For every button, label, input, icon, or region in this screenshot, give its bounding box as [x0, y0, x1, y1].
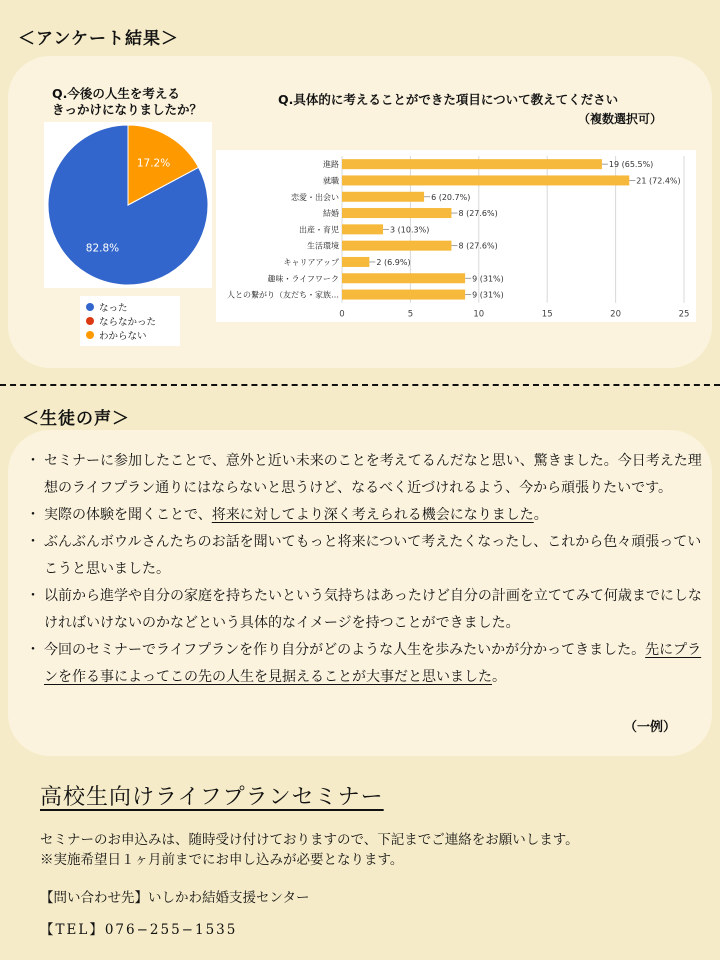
x-tick-label: 5 — [407, 309, 414, 320]
survey-heading: ＜アンケート結果＞ — [18, 29, 179, 49]
pie-question-line2: きっかけになりましたか？ — [52, 102, 203, 117]
bar-data-label: 6 (20.7%) — [431, 192, 471, 202]
legend-dot-orange — [86, 331, 94, 339]
bar — [342, 290, 465, 300]
bar-chart — [216, 150, 696, 322]
section-divider — [0, 384, 720, 386]
voice-item — [28, 529, 708, 583]
voice-text: 実際の体験を聞くことで、 — [44, 507, 212, 523]
bar-data-label: 3 (10.3%) — [390, 225, 430, 235]
legend-item-natta — [86, 300, 128, 314]
bar — [342, 257, 369, 267]
student-voices-list — [28, 448, 708, 691]
voice-text: 今回のセミナーでライフプランを作り自分がどのような人生を歩みたいかが分かってきました。 — [44, 642, 646, 658]
bar-chart-svg — [216, 150, 696, 322]
bar-data-label: 2 (6.9%) — [376, 257, 411, 267]
bar — [342, 224, 383, 234]
voice-text: セミナーに参加したことで、意外と近い未来のことを考えてるんだなと思い、驚きました。今日考えた理想のライフプラン通りにはならないと思うけど、なるべく近づけれるよう、今から頑張りたいです。 — [44, 453, 702, 496]
example-note: （一例） — [624, 720, 677, 735]
bar — [342, 159, 602, 169]
category-label: 進路 — [323, 160, 339, 170]
category-label: 人との繋がり（友だち・家族… — [227, 290, 339, 300]
bar-data-label: 9 (31%) — [472, 290, 504, 300]
voice-underlined-text: 先にプランを作る事によってこの先の人生を見据えることが大事だと思いました — [44, 642, 702, 685]
legend-label: なった — [99, 303, 128, 314]
pie-chart-svg — [44, 122, 212, 288]
pie-question-line1: Q.今後の人生を考える — [52, 86, 180, 101]
category-label: 生活環境 — [307, 241, 339, 251]
category-label: 出産・育児 — [299, 225, 339, 235]
bar-data-label: 21 (72.4%) — [636, 176, 681, 186]
voice-text: 。 — [492, 669, 506, 685]
x-tick-label: 20 — [610, 309, 622, 320]
bar-data-label: 9 (31%) — [472, 274, 504, 284]
contact-info: 【問い合わせ先】いしかわ結婚支援センター — [40, 890, 310, 906]
bar — [342, 208, 451, 218]
x-tick-label: 10 — [473, 309, 485, 320]
legend-label: わからない — [99, 331, 147, 342]
bar — [342, 192, 424, 202]
legend-label: ならなかった — [99, 317, 157, 328]
voice-item — [28, 502, 708, 529]
bar-data-label: 8 (27.6%) — [458, 241, 498, 251]
x-tick-label: 15 — [541, 309, 553, 320]
voice-item — [28, 448, 708, 502]
bar-question: Q.具体的に考えることができた項目について教えてください — [278, 92, 619, 107]
bar — [342, 241, 451, 251]
bar — [342, 273, 465, 283]
voice-text: 以前から進学や自分の家庭を持ちたいという気持ちはあったけど自分の計画を立ててみて何歳までにしなければいけないのかなどという具体的なイメージを持つことができました。 — [44, 588, 702, 631]
category-label: 趣味・ライフワーク — [267, 274, 339, 284]
pie-chart — [44, 122, 212, 288]
pie-question — [52, 86, 242, 118]
x-tick-label: 25 — [678, 309, 690, 320]
bar-question-note: （複数選択可） — [578, 112, 663, 126]
category-label: 結婚 — [323, 209, 339, 219]
voice-item — [28, 637, 708, 691]
voice-item — [28, 583, 708, 637]
category-label: 恋愛・出会い — [291, 192, 339, 202]
voices-heading: ＜生徒の声＞ — [22, 409, 130, 429]
pie-data-label: 17.2% — [136, 157, 171, 170]
pie-data-label: 82.8% — [85, 242, 120, 255]
voice-text: 。 — [533, 507, 548, 523]
pie-legend — [80, 296, 180, 346]
voice-text: ぶんぶんボウルさんたちのお話を聞いてもっと将来について考えたくなったし、これから色々頑張っていこうと思いました。 — [44, 534, 702, 577]
legend-item-naranakatta — [86, 314, 156, 328]
voice-underlined-text: 将来に対してより深く考えられる機会になりました — [211, 507, 534, 523]
bar-data-label: 19 (65.5%) — [608, 160, 654, 170]
seminar-title: 高校生向けライフプランセミナー — [40, 785, 384, 810]
legend-item-wakaranai — [86, 328, 147, 342]
legend-dot-blue — [86, 303, 94, 311]
phone-number: 【TEL】076−255−1535 — [40, 922, 238, 938]
category-label: 就職 — [323, 176, 339, 186]
legend-dot-red — [86, 317, 94, 325]
bar-data-label: 8 (27.6%) — [458, 209, 498, 219]
deadline-note: ※実施希望日１ヶ月前までにお申し込みが必要となります。 — [40, 852, 404, 868]
category-label: キャリアアップ — [283, 257, 339, 267]
bar — [342, 175, 629, 185]
application-info: セミナーのお申込みは、随時受け付けておりますので、下記までご連絡をお願いします。 — [40, 832, 579, 848]
x-tick-label: 0 — [339, 309, 345, 320]
